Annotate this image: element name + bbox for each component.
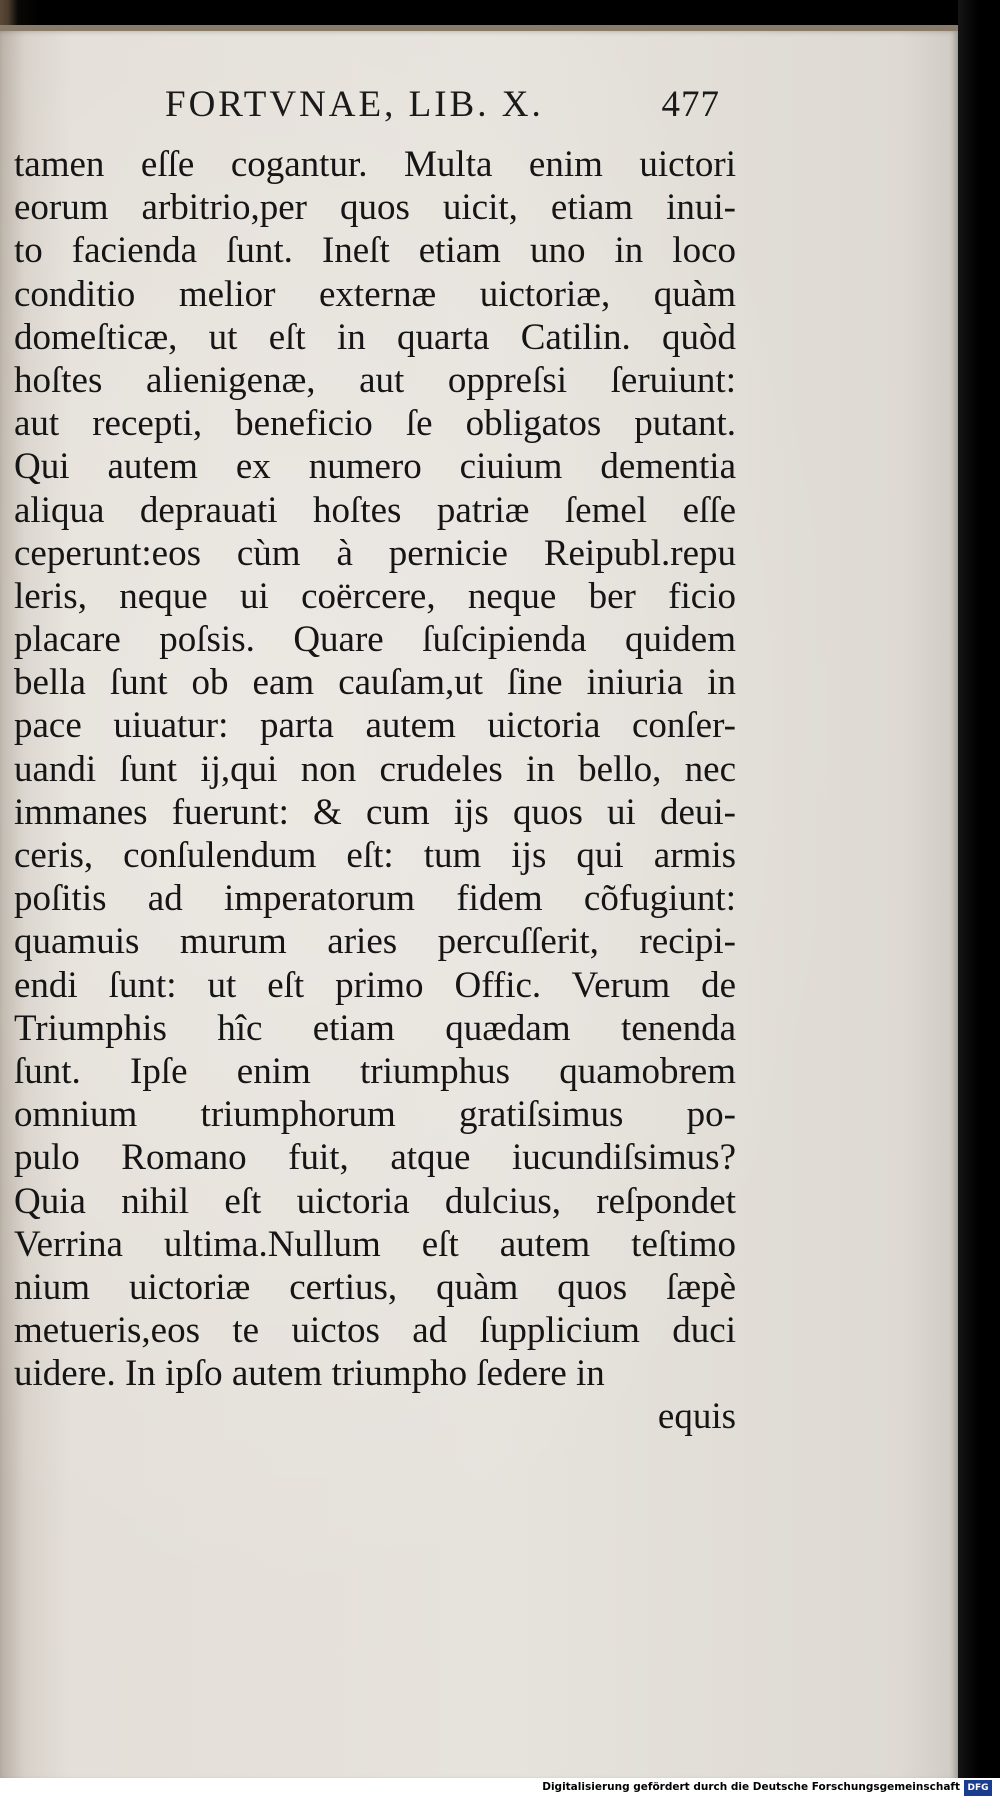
text-line: aliqua deprauati hoſtes patriæ ſemel eſſe [14, 489, 736, 531]
text-line: leris, neque ui coërcere, neque ber ficio [14, 575, 736, 617]
text-line: Quia nihil eſt uictoria dulcius, reſpondet [14, 1180, 736, 1222]
text-line: Verrina ultima.Nullum eſt autem teſtimo [14, 1223, 736, 1265]
text-line: placare poſsis. Quare ſuſcipienda quidem [14, 619, 736, 661]
text-line: bella ſunt ob eam cauſam,ut ſine iniuria in [14, 662, 736, 704]
text-line: domeſticæ, ut eſt in quarta Catilin. quòd [14, 316, 736, 358]
text-line: pace uiuatur: parta autem uictoria conſer- [14, 705, 736, 747]
text-line: Triumphis hîc etiam quædam tenenda [14, 1007, 736, 1049]
text-line: immanes fuerunt: & cum ijs quos ui deui- [14, 791, 736, 833]
body-text [14, 143, 736, 1439]
text-line: uidere. In ipſo autem triumpho ſedere in [14, 1353, 605, 1395]
text-line: Qui autem ex numero ciuium dementia [14, 446, 736, 488]
text-line: tamen eſſe cogantur. Multa enim uictori [14, 144, 736, 185]
page-header [150, 83, 740, 139]
text-line: metueris,eos te uictos ad ſupplicium duci [14, 1310, 736, 1352]
text-line: ceris, conſulendum eſt: tum ijs qui armis [14, 835, 736, 876]
text-line: hoſtes alienigenæ, aut oppreſsi ſeruiunt: [14, 359, 736, 401]
text-line: conditio melior externæ uictoriæ, quàm [14, 273, 736, 315]
text-line: nium uictoriæ certius, quàm quos ſæpè [14, 1266, 736, 1308]
text-line: omnium triumphorum gratiſsimus po- [14, 1094, 736, 1136]
text-line: ſunt. Ipſe enim triumphus quamobrem [14, 1050, 736, 1092]
running-title: FORTVNAE, LIB. X. [165, 84, 544, 125]
text-line: pulo Romano fuit, atque iucundiſsimus? [14, 1137, 736, 1179]
dfg-logo: DFG [964, 1780, 992, 1796]
text-line: poſitis ad imperatorum fidem cõfugiunt: [14, 878, 736, 920]
text-line: ceperunt:eos cùm à pernicie Reipubl.repu [14, 532, 736, 574]
text-line: endi ſunt: ut eſt primo Offic. Verum de [14, 964, 736, 1006]
text-line: quamuis murum aries percuſſerit, recipi- [14, 921, 736, 963]
page-number: 477 [661, 84, 720, 125]
text-line: eorum arbitrio,per quos uicit, etiam inui- [14, 187, 736, 229]
book-page [0, 25, 958, 1781]
text-line: to facienda ſunt. Ineſt etiam uno in loco [14, 230, 736, 272]
digitization-footer [0, 1778, 1000, 1799]
text-line: aut recepti, beneficio ſe obligatos putant. [14, 403, 736, 445]
scan-edge-shadow [958, 0, 1000, 1778]
funding-notice: Digitalisierung gefördert durch die Deutsche Forschungsgemeinschaft [542, 1781, 960, 1793]
text-line: uandi ſunt ij,qui non crudeles in bello, nec [14, 748, 736, 790]
catchword: equis [657, 1396, 736, 1438]
